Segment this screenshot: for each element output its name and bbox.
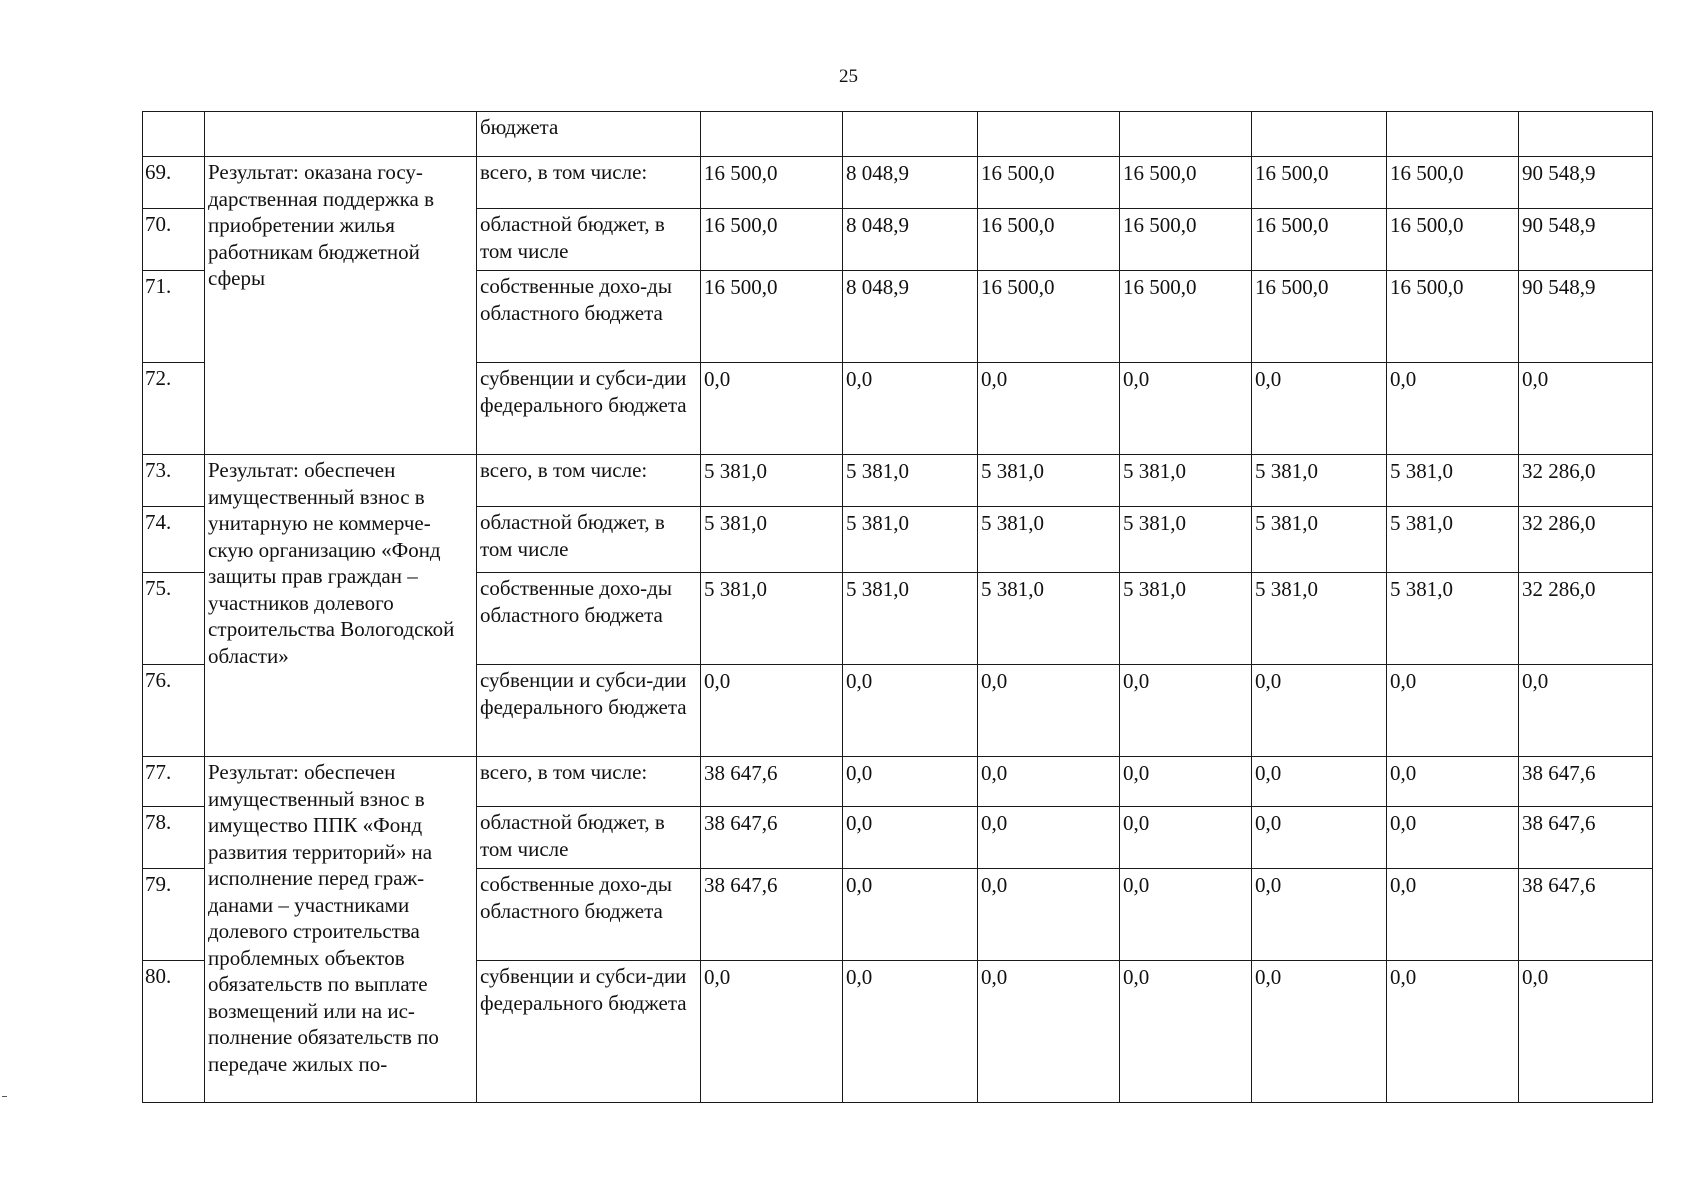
total-cell: 32 286,0: [1519, 573, 1653, 665]
row-number: 78.: [143, 807, 205, 869]
value-cell: 16 500,0: [978, 157, 1120, 209]
value-cell: 0,0: [1252, 961, 1387, 1103]
funding-source: субвенции и субси-дии федерального бюджета: [477, 961, 701, 1103]
value-cell: 0,0: [1387, 665, 1519, 757]
value-cell: 0,0: [1387, 869, 1519, 961]
value-cell: 5 381,0: [701, 507, 843, 573]
value-cell: [1120, 112, 1252, 157]
value-cell: 0,0: [843, 961, 978, 1103]
value-cell: 0,0: [1252, 869, 1387, 961]
value-cell: 0,0: [843, 363, 978, 455]
value-cell: 0,0: [843, 665, 978, 757]
total-cell: 0,0: [1519, 363, 1653, 455]
funding-source: собственные дохо-ды областного бюджета: [477, 573, 701, 665]
row-number: 69.: [143, 157, 205, 209]
value-cell: 5 381,0: [1252, 573, 1387, 665]
value-cell: 0,0: [1252, 363, 1387, 455]
value-cell: 5 381,0: [843, 507, 978, 573]
row-number: 77.: [143, 757, 205, 807]
value-cell: 16 500,0: [1252, 271, 1387, 363]
row-number: 71.: [143, 271, 205, 363]
value-cell: 5 381,0: [1252, 455, 1387, 507]
row-number: 80.: [143, 961, 205, 1103]
value-cell: 5 381,0: [1387, 455, 1519, 507]
value-cell: 8 048,9: [843, 157, 978, 209]
value-cell: 0,0: [1120, 869, 1252, 961]
table-row: [143, 757, 1653, 807]
scan-edge-mark: [2, 1096, 7, 1097]
funding-source: собственные дохо-ды областного бюджета: [477, 869, 701, 961]
total-cell: 0,0: [1519, 961, 1653, 1103]
result-cell: [205, 112, 477, 157]
value-cell: 16 500,0: [1120, 209, 1252, 271]
budget-table: [142, 111, 1653, 1103]
total-cell: 90 548,9: [1519, 157, 1653, 209]
row-number: 72.: [143, 363, 205, 455]
source-cell: бюджета: [477, 112, 701, 157]
value-cell: 0,0: [978, 807, 1120, 869]
funding-source: собственные дохо-ды областного бюджета: [477, 271, 701, 363]
value-cell: 0,0: [1120, 757, 1252, 807]
total-cell: 32 286,0: [1519, 507, 1653, 573]
value-cell: 0,0: [1120, 363, 1252, 455]
value-cell: 38 647,6: [701, 757, 843, 807]
value-cell: 5 381,0: [978, 573, 1120, 665]
value-cell: 0,0: [1120, 665, 1252, 757]
value-cell: 5 381,0: [701, 455, 843, 507]
value-cell: 0,0: [1252, 665, 1387, 757]
funding-source: областной бюджет, в том числе: [477, 209, 701, 271]
value-cell: 0,0: [843, 869, 978, 961]
value-cell: 16 500,0: [1387, 157, 1519, 209]
row-number-cell: [143, 112, 205, 157]
funding-source: областной бюджет, в том числе: [477, 507, 701, 573]
value-cell: 0,0: [1387, 807, 1519, 869]
total-cell: 38 647,6: [1519, 757, 1653, 807]
value-cell: [843, 112, 978, 157]
value-cell: 5 381,0: [1387, 507, 1519, 573]
row-number: 70.: [143, 209, 205, 271]
value-cell: 16 500,0: [1252, 209, 1387, 271]
value-cell: 0,0: [978, 665, 1120, 757]
value-cell: 5 381,0: [843, 455, 978, 507]
funding-source: областной бюджет, в том числе: [477, 807, 701, 869]
value-cell: 0,0: [1387, 757, 1519, 807]
value-cell: 0,0: [978, 757, 1120, 807]
value-cell: 0,0: [1120, 807, 1252, 869]
value-cell: 0,0: [701, 665, 843, 757]
value-cell: 0,0: [843, 757, 978, 807]
table-row-continued: [143, 112, 1653, 157]
total-cell: 0,0: [1519, 665, 1653, 757]
total-cell: 38 647,6: [1519, 869, 1653, 961]
value-cell: 0,0: [1387, 961, 1519, 1103]
row-number: 79.: [143, 869, 205, 961]
value-cell: 8 048,9: [843, 271, 978, 363]
table-row: [143, 157, 1653, 209]
value-cell: 0,0: [978, 869, 1120, 961]
value-cell: 38 647,6: [701, 869, 843, 961]
value-cell: 16 500,0: [978, 271, 1120, 363]
value-cell: 16 500,0: [701, 271, 843, 363]
value-cell: 16 500,0: [701, 157, 843, 209]
value-cell: 38 647,6: [701, 807, 843, 869]
value-cell: 0,0: [1252, 807, 1387, 869]
value-cell: 8 048,9: [843, 209, 978, 271]
total-cell: [1519, 112, 1653, 157]
total-cell: 90 548,9: [1519, 209, 1653, 271]
funding-source: субвенции и субси-дии федерального бюджета: [477, 363, 701, 455]
funding-source: субвенции и субси-дии федерального бюджета: [477, 665, 701, 757]
result-description: Результат: оказана госу-дарственная поддержка в приобретении жилья работникам бюджетной сферы: [205, 157, 477, 455]
value-cell: 5 381,0: [1120, 455, 1252, 507]
value-cell: 0,0: [978, 961, 1120, 1103]
value-cell: 16 500,0: [1252, 157, 1387, 209]
funding-source: всего, в том числе:: [477, 157, 701, 209]
value-cell: [1252, 112, 1387, 157]
result-description: Результат: обеспечен имущественный взнос в унитарную не коммерче-скую организацию «Фонд защиты прав граждан – участников долевого строительства Вологодской области»: [205, 455, 477, 757]
value-cell: 5 381,0: [843, 573, 978, 665]
funding-source: всего, в том числе:: [477, 757, 701, 807]
value-cell: 5 381,0: [978, 455, 1120, 507]
value-cell: 0,0: [1252, 757, 1387, 807]
value-cell: 0,0: [701, 363, 843, 455]
value-cell: 5 381,0: [1387, 573, 1519, 665]
row-number: 76.: [143, 665, 205, 757]
result-description: Результат: обеспечен имущественный взнос в имущество ППК «Фонд развития территорий» на исполнение перед граж-данами – участниками долевого строительства проблемных объектов обязательств по выплате возмещений или на ис-полнение обязательств по передаче жилых по-: [205, 757, 477, 1103]
value-cell: 5 381,0: [701, 573, 843, 665]
row-number: 74.: [143, 507, 205, 573]
funding-source: всего, в том числе:: [477, 455, 701, 507]
value-cell: 5 381,0: [978, 507, 1120, 573]
value-cell: 16 500,0: [1120, 157, 1252, 209]
value-cell: 0,0: [978, 363, 1120, 455]
value-cell: 5 381,0: [1120, 573, 1252, 665]
value-cell: 5 381,0: [1252, 507, 1387, 573]
value-cell: 0,0: [701, 961, 843, 1103]
value-cell: 16 500,0: [1120, 271, 1252, 363]
value-cell: 16 500,0: [1387, 271, 1519, 363]
value-cell: 0,0: [1120, 961, 1252, 1103]
value-cell: 16 500,0: [978, 209, 1120, 271]
total-cell: 90 548,9: [1519, 271, 1653, 363]
page-number: 25: [839, 66, 858, 87]
total-cell: 38 647,6: [1519, 807, 1653, 869]
value-cell: [978, 112, 1120, 157]
value-cell: 0,0: [843, 807, 978, 869]
value-cell: 16 500,0: [701, 209, 843, 271]
value-cell: 5 381,0: [1120, 507, 1252, 573]
value-cell: [1387, 112, 1519, 157]
table-row: [143, 455, 1653, 507]
value-cell: [701, 112, 843, 157]
row-number: 73.: [143, 455, 205, 507]
total-cell: 32 286,0: [1519, 455, 1653, 507]
value-cell: 16 500,0: [1387, 209, 1519, 271]
value-cell: 0,0: [1387, 363, 1519, 455]
row-number: 75.: [143, 573, 205, 665]
